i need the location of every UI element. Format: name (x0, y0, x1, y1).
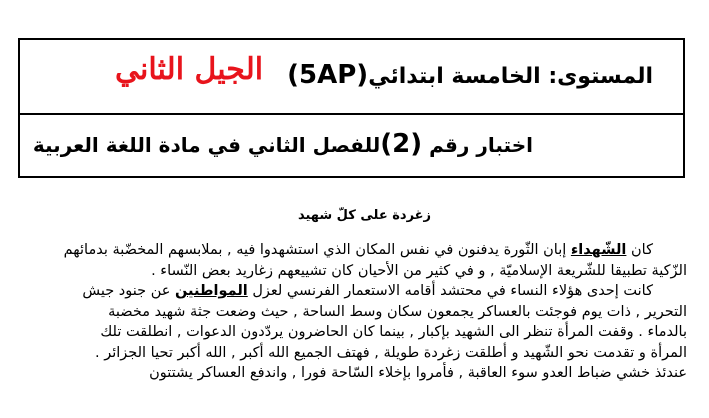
header-row-exam (20, 115, 683, 177)
header-box (18, 38, 685, 178)
text-line (22, 240, 687, 261)
line-text: الزّكية تطبيقا للشّريعة الإسلاميّة , و في كثير من الأحيان كان تشييعهم زغاريد بعض النّساء . (151, 262, 687, 279)
line-text: إبان الثّورة يدفنون في نفس المكان الذي استشهدوا فيه , بملابسهم المخضّبة بدمائهم (63, 242, 571, 258)
level-code: (5AP) (287, 60, 369, 90)
text-line (22, 261, 687, 282)
text-line (22, 363, 687, 384)
generation-label: الجيل الثاني (115, 52, 264, 87)
underlined-word: المواطنين (175, 283, 248, 299)
header-row-level (20, 40, 683, 113)
line-text: المرأة و تقدمت نحو الشّهيد و أطلقت زغردة طويلة , فهتف الجميع الله أكبر , الله أكبر تحيا الجزائر . (94, 344, 687, 361)
exam-title-prefix: اختبار رقم (429, 133, 533, 157)
underlined-word: الشّهداء (570, 242, 627, 258)
line-text: عندئذ خشي ضباط العدو سوء العاقبة , فأمروا بإخلاء السّاحة فورا , واندفع العساكر يشتتون (149, 365, 687, 381)
line-text: بالدماء . وقفت المرأة تنظر الى الشهيد بإكبار , بينما كان الحاضرون يردّدون الدعوات , انطلقت تلك (100, 324, 687, 340)
level-text: المستوى: الخامسة ابتدائي (368, 64, 653, 89)
text-line (22, 343, 687, 364)
line-text: كان (626, 242, 653, 258)
exam-title (33, 129, 533, 159)
text-title: زغردة على كلّ شهيد (297, 208, 432, 223)
text-line (22, 322, 687, 343)
text-line (22, 302, 687, 323)
level-label (287, 60, 653, 90)
body-text (22, 240, 687, 384)
line-text: التحرير , ذات يوم فوجئت بالعساكر يجمعون سكان وسط الساحة , حيث وضعت جثة شهيد مخضبة (108, 303, 687, 320)
exam-title-suffix: للفصل الثاني في مادة اللغة العربية (32, 133, 381, 157)
line-text: كانت إحدى هؤلاء النساء في محتشد أقامه الاستعمار الفرنسي لعزل (247, 283, 653, 299)
exam-number: (2) (380, 129, 423, 159)
text-line (22, 281, 687, 302)
line-text: عن جنود جيش (82, 283, 175, 299)
